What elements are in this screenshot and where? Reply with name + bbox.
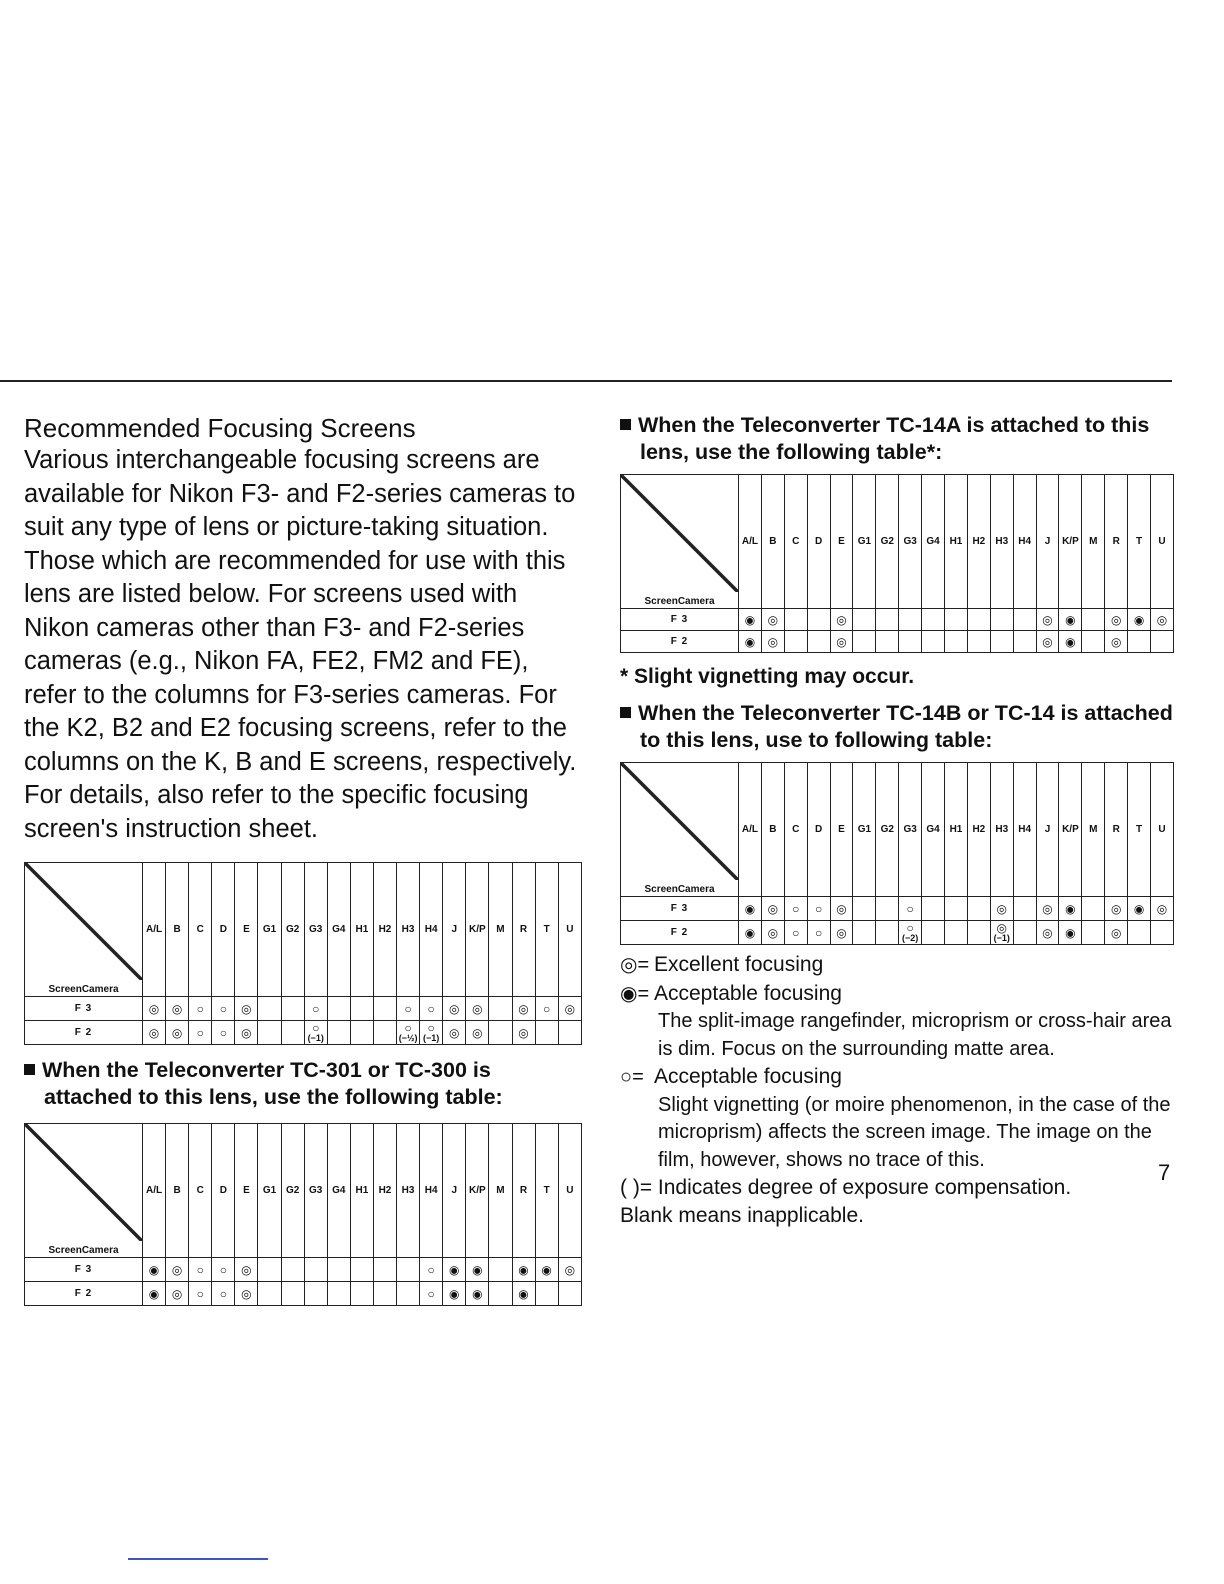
screen-column-header: T xyxy=(1128,475,1151,609)
table-row xyxy=(621,631,1174,653)
screen-rating-cell: ◎ xyxy=(558,1258,581,1282)
camera-cell: F 3 xyxy=(25,997,143,1021)
screen-rating-cell: ◉ xyxy=(443,1258,466,1282)
screen-column-header: J xyxy=(1036,475,1059,609)
screen-rating-cell: ○ xyxy=(189,997,212,1021)
intro-paragraph: Various interchangeable focusing screens are available for Nikon F3- and F2-series cameras to suit any type of lens or picture-taking situation. Those which are recommended for use with this lens are listed below. For screens used with Nikon cameras other than F3- and F2-series cameras (e.g., Nikon FA, FE2, FM2 and FE), refer to the columns for F3-series cameras. For the K2, B2 and E2 focusing screens, refer to the columns on the K, B and E screens, respectively. For details, also refer to the specific focusing screen's instruction sheet. xyxy=(24,446,577,843)
screen-rating-cell: ◉ xyxy=(1128,609,1151,631)
screen-rating-cell xyxy=(304,1258,327,1282)
screen-rating-cell: ○ xyxy=(420,1258,443,1282)
table-row xyxy=(621,921,1174,945)
screen-column-header: J xyxy=(443,1124,466,1258)
screen-column-header: R xyxy=(512,863,535,997)
screen-rating-cell xyxy=(853,897,876,921)
bullet-icon xyxy=(620,419,631,430)
screen-camera-header xyxy=(25,1124,143,1258)
screen-column-header: H4 xyxy=(420,863,443,997)
legend-blank: Blank means inapplicable. xyxy=(620,1203,864,1227)
screen-rating-cell xyxy=(922,897,945,921)
double-circle-icon: ◎= xyxy=(620,954,650,976)
screen-rating-cell: ◎ xyxy=(235,1282,258,1306)
screen-rating-cell xyxy=(281,1021,304,1045)
screen-rating-cell xyxy=(489,1258,512,1282)
screen-rating-cell xyxy=(922,631,945,653)
screen-column-header: U xyxy=(558,863,581,997)
screen-rating-cell: ○ xyxy=(535,997,558,1021)
screen-column-header: T xyxy=(1128,763,1151,897)
screen-rating-cell xyxy=(784,609,807,631)
screen-rating-cell: ◎ xyxy=(1151,897,1174,921)
screen-rating-cell xyxy=(1151,631,1174,653)
screen-rating-cell xyxy=(535,1021,558,1045)
screen-column-header: H1 xyxy=(350,863,373,997)
screen-column-header: C xyxy=(189,863,212,997)
screen-rating-cell xyxy=(397,1282,420,1306)
screen-rating-cell: ◉ xyxy=(143,1258,166,1282)
screen-rating-cell xyxy=(1082,921,1105,945)
legend-paren: ( )= Indicates degree of exposure compensation. xyxy=(620,1176,1072,1199)
screen-column-header: G3 xyxy=(304,863,327,997)
screen-rating-cell xyxy=(558,1282,581,1306)
screen-column-header: E xyxy=(830,475,853,609)
screen-column-header: D xyxy=(212,863,235,997)
screen-rating-cell xyxy=(350,997,373,1021)
screen-rating-cell: ○ (−1) xyxy=(420,1021,443,1045)
screen-rating-cell: ◎ xyxy=(1151,609,1174,631)
legend xyxy=(620,951,1176,1229)
screen-rating-cell: ◉ xyxy=(1059,897,1082,921)
screen-rating-cell xyxy=(967,921,990,945)
screen-column-header: G2 xyxy=(876,763,899,897)
header-screen-label: Screen xyxy=(644,596,678,607)
screen-column-header: J xyxy=(1036,763,1059,897)
screen-rating-cell: ○ xyxy=(807,921,830,945)
screen-rating-cell: ◎ xyxy=(558,997,581,1021)
screen-rating-cell: ◉ xyxy=(512,1282,535,1306)
screen-rating-cell xyxy=(281,1258,304,1282)
screen-rating-cell: ◎ xyxy=(990,897,1013,921)
screen-rating-cell xyxy=(876,921,899,945)
screen-column-header: H3 xyxy=(990,763,1013,897)
screen-rating-cell xyxy=(489,1021,512,1045)
screen-camera-header xyxy=(621,475,739,609)
screen-column-header: G1 xyxy=(853,475,876,609)
screen-rating-cell: ◎ xyxy=(830,921,853,945)
screen-rating-cell xyxy=(373,1021,396,1045)
camera-cell: F 3 xyxy=(25,1258,143,1282)
screen-rating-cell: ◎ xyxy=(830,631,853,653)
screen-rating-cell: ◎ xyxy=(166,1258,189,1282)
focusing-table-main xyxy=(24,862,582,1045)
screen-rating-cell xyxy=(922,609,945,631)
section-title: Recommended Focusing Screens xyxy=(24,413,416,443)
screen-column-header: G3 xyxy=(899,475,922,609)
screen-rating-cell xyxy=(350,1021,373,1045)
screen-rating-cell: ◎ xyxy=(166,997,189,1021)
screen-rating-cell xyxy=(327,997,350,1021)
screen-rating-cell: ◎ xyxy=(1105,921,1128,945)
camera-cell: F 3 xyxy=(621,609,739,631)
screen-rating-cell: ○ xyxy=(212,1282,235,1306)
screen-column-header: G1 xyxy=(853,763,876,897)
screen-rating-cell xyxy=(784,631,807,653)
screen-rating-cell xyxy=(967,609,990,631)
focusing-table-tc14b xyxy=(620,762,1174,945)
screen-rating-cell xyxy=(258,1282,281,1306)
screen-rating-cell xyxy=(853,921,876,945)
screen-rating-cell xyxy=(350,1282,373,1306)
tc14b-heading: When the Teleconverter TC-14B or TC-14 is attached to this lens, use to following table: xyxy=(620,700,1176,754)
screen-column-header: T xyxy=(535,1124,558,1258)
screen-rating-cell xyxy=(899,609,922,631)
screen-column-header: J xyxy=(443,863,466,997)
screen-column-header: K/P xyxy=(1059,475,1082,609)
filled-circle-icon: ◉= xyxy=(620,982,650,1005)
screen-rating-cell: ◎ xyxy=(830,609,853,631)
screen-rating-cell: ○ xyxy=(784,897,807,921)
screen-column-header: C xyxy=(784,763,807,897)
header-screen-label: Screen xyxy=(644,884,678,895)
screen-rating-cell: ◎ xyxy=(166,1282,189,1306)
screen-column-header: G2 xyxy=(281,1124,304,1258)
screen-column-header: G3 xyxy=(304,1124,327,1258)
screen-rating-cell: ◎ xyxy=(143,1021,166,1045)
screen-rating-cell: ◉ xyxy=(1128,897,1151,921)
screen-rating-cell: ○ xyxy=(189,1258,212,1282)
screen-rating-cell xyxy=(876,631,899,653)
screen-rating-cell xyxy=(1128,921,1151,945)
screen-column-header: G1 xyxy=(258,863,281,997)
screen-rating-cell: ◎ xyxy=(761,921,784,945)
screen-rating-cell: ◉ xyxy=(1059,609,1082,631)
open-circle-icon: ○= xyxy=(620,1066,644,1088)
screen-rating-cell xyxy=(876,897,899,921)
screen-rating-cell: ○ xyxy=(212,1258,235,1282)
screen-rating-cell xyxy=(304,1282,327,1306)
screen-column-header: U xyxy=(1151,475,1174,609)
screen-camera-header xyxy=(621,763,739,897)
screen-rating-cell xyxy=(1082,631,1105,653)
screen-column-header: D xyxy=(212,1124,235,1258)
screen-rating-cell: ◎ xyxy=(466,1021,489,1045)
table-row xyxy=(25,1258,582,1282)
screen-rating-cell xyxy=(489,1282,512,1306)
screen-rating-cell xyxy=(327,1282,350,1306)
screen-rating-cell: ○ xyxy=(899,897,922,921)
screen-rating-cell xyxy=(258,1021,281,1045)
screen-column-header: H3 xyxy=(397,1124,420,1258)
screen-rating-cell: ◎ xyxy=(143,997,166,1021)
screen-rating-cell: ◎ xyxy=(761,897,784,921)
screen-rating-cell xyxy=(281,997,304,1021)
header-camera-label: Camera xyxy=(677,596,715,607)
screen-rating-cell xyxy=(853,609,876,631)
legend-acceptable-dim-desc: The split-image rangefinder, microprism or cross-hair area is dim. Focus on the surrounding matte area. xyxy=(658,1010,1172,1060)
screen-rating-cell xyxy=(807,609,830,631)
screen-rating-cell: ◎ xyxy=(1036,631,1059,653)
screen-rating-cell xyxy=(258,997,281,1021)
screen-rating-cell: ○ xyxy=(420,997,443,1021)
screen-column-header: H3 xyxy=(397,863,420,997)
focusing-table-tc301 xyxy=(24,1123,582,1306)
screen-rating-cell: ○ xyxy=(212,997,235,1021)
screen-column-header: G4 xyxy=(327,863,350,997)
screen-camera-header xyxy=(25,863,143,997)
screen-column-header: H2 xyxy=(373,1124,396,1258)
screen-rating-cell: ◎ xyxy=(761,609,784,631)
screen-column-header: A/L xyxy=(143,863,166,997)
page-number: 7 xyxy=(1158,1160,1171,1185)
screen-column-header: U xyxy=(558,1124,581,1258)
screen-rating-cell xyxy=(535,1282,558,1306)
screen-column-header: K/P xyxy=(466,863,489,997)
screen-rating-cell: ◎ xyxy=(235,1021,258,1045)
screen-rating-cell xyxy=(373,1282,396,1306)
screen-column-header: E xyxy=(235,1124,258,1258)
screen-rating-cell: ◎ xyxy=(235,1258,258,1282)
screen-rating-cell xyxy=(945,631,968,653)
screen-column-header: B xyxy=(761,763,784,897)
screen-column-header: G4 xyxy=(922,763,945,897)
table-row xyxy=(621,609,1174,631)
screen-column-header: G4 xyxy=(922,475,945,609)
screen-rating-cell xyxy=(1082,897,1105,921)
screen-rating-cell xyxy=(967,897,990,921)
camera-cell: F 2 xyxy=(25,1021,143,1045)
screen-column-header: M xyxy=(489,1124,512,1258)
table-row xyxy=(25,1282,582,1306)
screen-rating-cell: ○ xyxy=(420,1282,443,1306)
screen-rating-cell: ◉ xyxy=(512,1258,535,1282)
screen-column-header: T xyxy=(535,863,558,997)
screen-rating-cell xyxy=(945,609,968,631)
screen-column-header: H1 xyxy=(945,763,968,897)
header-screen-label: Screen xyxy=(48,1245,82,1256)
screen-rating-cell: ◎ xyxy=(466,997,489,1021)
screen-rating-cell xyxy=(373,997,396,1021)
screen-column-header: H2 xyxy=(967,475,990,609)
screen-rating-cell: ○ xyxy=(189,1021,212,1045)
screen-rating-cell: ◉ xyxy=(739,609,762,631)
screen-column-header: H2 xyxy=(967,763,990,897)
screen-column-header: G2 xyxy=(281,863,304,997)
right-column xyxy=(620,412,1176,1229)
camera-cell: F 2 xyxy=(621,631,739,653)
screen-rating-cell xyxy=(327,1258,350,1282)
screen-column-header: B xyxy=(761,475,784,609)
screen-rating-cell xyxy=(373,1258,396,1282)
table-row xyxy=(621,897,1174,921)
screen-rating-cell: ◉ xyxy=(739,631,762,653)
screen-column-header: M xyxy=(1082,475,1105,609)
screen-column-header: G4 xyxy=(327,1124,350,1258)
screen-column-header: M xyxy=(489,863,512,997)
screen-column-header: C xyxy=(189,1124,212,1258)
screen-rating-cell: ◉ xyxy=(1059,921,1082,945)
screen-column-header: K/P xyxy=(1059,763,1082,897)
screen-column-header: H4 xyxy=(420,1124,443,1258)
screen-rating-cell: ◉ xyxy=(466,1258,489,1282)
screen-rating-cell xyxy=(258,1258,281,1282)
screen-rating-cell: ○ xyxy=(304,997,327,1021)
tc301-heading: When the Teleconverter TC-301 or TC-300 is attached to this lens, use the following table: xyxy=(24,1057,584,1111)
legend-acceptable-vignette: ○= Acceptable focusing xyxy=(620,1063,1176,1092)
screen-rating-cell: ◎ xyxy=(512,997,535,1021)
screen-rating-cell: ◉ xyxy=(739,921,762,945)
table-row xyxy=(25,997,582,1021)
screen-rating-cell xyxy=(1082,609,1105,631)
screen-rating-cell: ○ xyxy=(397,997,420,1021)
left-column xyxy=(24,412,584,1306)
screen-column-header: H4 xyxy=(1013,475,1036,609)
focusing-table-tc14a xyxy=(620,474,1174,653)
header-camera-label: Camera xyxy=(677,884,715,895)
screen-rating-cell xyxy=(945,897,968,921)
screen-rating-cell xyxy=(990,609,1013,631)
screen-rating-cell: ◎ xyxy=(1105,609,1128,631)
bottom-rule xyxy=(128,1558,268,1560)
screen-column-header: A/L xyxy=(143,1124,166,1258)
screen-rating-cell xyxy=(967,631,990,653)
screen-rating-cell xyxy=(1013,921,1036,945)
screen-rating-cell xyxy=(990,631,1013,653)
screen-column-header: R xyxy=(512,1124,535,1258)
screen-column-header: E xyxy=(830,763,853,897)
screen-rating-cell xyxy=(853,631,876,653)
screen-rating-cell xyxy=(876,609,899,631)
screen-column-header: G2 xyxy=(876,475,899,609)
screen-column-header: R xyxy=(1105,763,1128,897)
screen-column-header: G1 xyxy=(258,1124,281,1258)
screen-rating-cell xyxy=(1013,631,1036,653)
screen-column-header: H4 xyxy=(1013,763,1036,897)
tc14a-heading: When the Teleconverter TC-14A is attached to this lens, use the following table*: xyxy=(620,412,1176,466)
screen-column-header: H1 xyxy=(945,475,968,609)
screen-rating-cell: ◎ xyxy=(1036,921,1059,945)
screen-column-header: H3 xyxy=(990,475,1013,609)
screen-column-header: C xyxy=(784,475,807,609)
screen-rating-cell: ◎ (−1) xyxy=(990,921,1013,945)
screen-rating-cell xyxy=(1128,631,1151,653)
screen-column-header: K/P xyxy=(466,1124,489,1258)
screen-rating-cell: ○ xyxy=(212,1021,235,1045)
header-camera-label: Camera xyxy=(81,984,119,995)
screen-rating-cell xyxy=(1013,609,1036,631)
screen-rating-cell: ◎ xyxy=(761,631,784,653)
screen-rating-cell: ◎ xyxy=(1036,609,1059,631)
screen-column-header: B xyxy=(166,863,189,997)
screen-rating-cell xyxy=(558,1021,581,1045)
screen-rating-cell xyxy=(281,1282,304,1306)
screen-column-header: M xyxy=(1082,763,1105,897)
bullet-icon xyxy=(620,707,631,718)
screen-column-header: H1 xyxy=(350,1124,373,1258)
camera-cell: F 3 xyxy=(621,897,739,921)
screen-rating-cell: ◉ xyxy=(143,1282,166,1306)
screen-rating-cell: ○ (−1) xyxy=(304,1021,327,1045)
screen-rating-cell: ○ xyxy=(784,921,807,945)
legend-acceptable-vignette-desc: Slight vignetting (or moire phenomenon, in the case of the microprism) affects the screen image. The image on the film, however, shows no trace of this. xyxy=(658,1093,1171,1171)
screen-rating-cell: ◉ xyxy=(1059,631,1082,653)
screen-rating-cell xyxy=(922,921,945,945)
screen-column-header: A/L xyxy=(739,475,762,609)
legend-acceptable-dim: ◉= Acceptable focusing xyxy=(620,980,1176,1009)
screen-column-header: U xyxy=(1151,763,1174,897)
screen-column-header: A/L xyxy=(739,763,762,897)
screen-column-header: G3 xyxy=(899,763,922,897)
bullet-icon xyxy=(24,1064,35,1075)
screen-rating-cell xyxy=(489,997,512,1021)
screen-column-header: B xyxy=(166,1124,189,1258)
table-row xyxy=(25,1021,582,1045)
screen-rating-cell: ◉ xyxy=(535,1258,558,1282)
screen-rating-cell xyxy=(1013,897,1036,921)
screen-rating-cell: ◎ xyxy=(512,1021,535,1045)
top-rule xyxy=(0,380,1172,382)
screen-rating-cell xyxy=(397,1258,420,1282)
screen-rating-cell: ◎ xyxy=(166,1021,189,1045)
screen-rating-cell xyxy=(899,631,922,653)
screen-column-header: D xyxy=(807,763,830,897)
screen-rating-cell xyxy=(807,631,830,653)
legend-excellent: ◎= Excellent focusing xyxy=(620,951,1176,980)
screen-rating-cell xyxy=(327,1021,350,1045)
vignetting-note: * Slight vignetting may occur. xyxy=(620,665,915,688)
screen-column-header: D xyxy=(807,475,830,609)
screen-column-header: H2 xyxy=(373,863,396,997)
camera-cell: F 2 xyxy=(25,1282,143,1306)
screen-rating-cell: ◎ xyxy=(1105,897,1128,921)
screen-rating-cell: ◉ xyxy=(739,897,762,921)
screen-rating-cell xyxy=(350,1258,373,1282)
screen-rating-cell: ◉ xyxy=(443,1282,466,1306)
screen-rating-cell: ◎ xyxy=(1036,897,1059,921)
screen-rating-cell: ○ (−½) xyxy=(397,1021,420,1045)
screen-column-header: E xyxy=(235,863,258,997)
screen-rating-cell: ○ (−2) xyxy=(899,921,922,945)
screen-rating-cell: ○ xyxy=(807,897,830,921)
screen-rating-cell: ◎ xyxy=(235,997,258,1021)
screen-rating-cell: ◎ xyxy=(443,997,466,1021)
screen-column-header: R xyxy=(1105,475,1128,609)
screen-rating-cell xyxy=(1151,921,1174,945)
screen-rating-cell: ○ xyxy=(189,1282,212,1306)
screen-rating-cell xyxy=(945,921,968,945)
screen-rating-cell: ◎ xyxy=(1105,631,1128,653)
header-camera-label: Camera xyxy=(81,1245,119,1256)
screen-rating-cell: ◎ xyxy=(443,1021,466,1045)
header-screen-label: Screen xyxy=(48,984,82,995)
screen-rating-cell: ◎ xyxy=(830,897,853,921)
screen-rating-cell: ◉ xyxy=(466,1282,489,1306)
camera-cell: F 2 xyxy=(621,921,739,945)
